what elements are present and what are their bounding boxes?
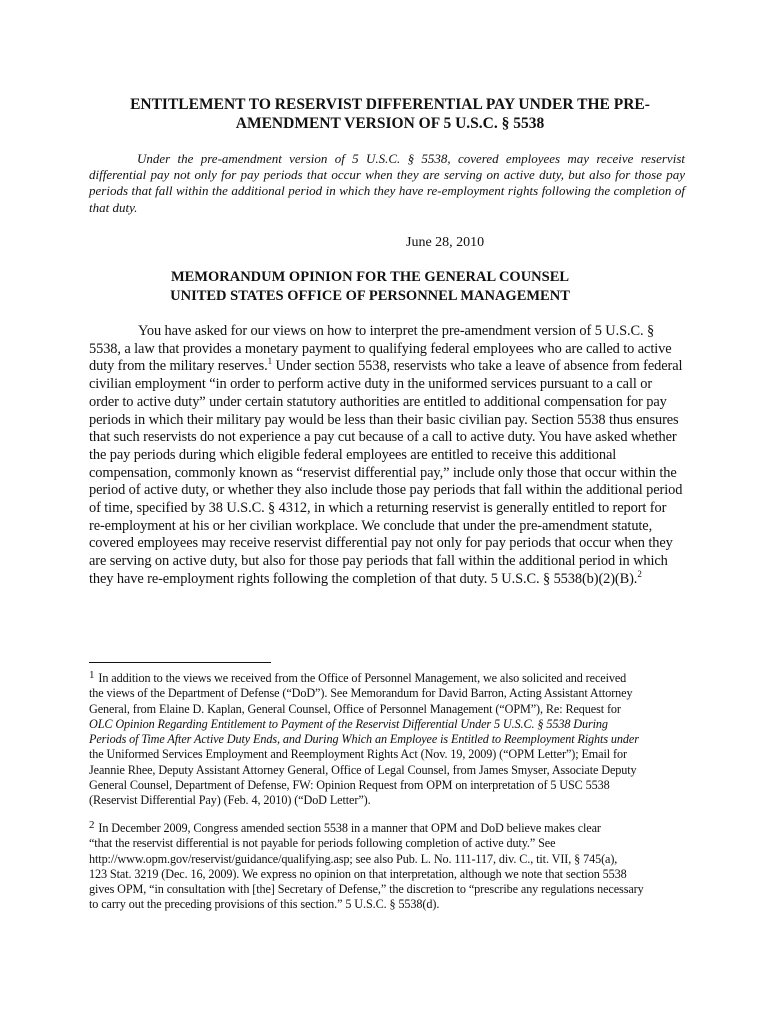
body-text-part-1: You have asked for our views on how to interpret the pre-amendment version of 5 U.S.C. § 5538, a law that provides a monetary payment to qualifying federal employees who are called to active duty from the military reserves. [89,323,672,375]
memo-heading-line-2: UNITED STATES OFFICE OF PERSONNEL MANAGEMENT [170,287,570,304]
footnote-1-line: 1 In addition to the views we received from the Office of Personnel Management, we also solicited and received [89,669,627,685]
body-paragraph [89,323,685,589]
footnote-1-line: (Reservist Differential Pay) (Feb. 4, 2010) (“DoD Letter”). [89,793,371,808]
footnote-1 [89,668,689,809]
footnote-1-line: General Counsel, Department of Defense, FW: Opinion Request from OPM on interpretation of 5 USC 5538 [89,778,610,793]
footnote-1-line: Jeannie Rhee, Deputy Assistant Attorney General, Office of Legal Counsel, from James Smyser, Associate Deputy [89,762,637,777]
title-line-2: AMENDMENT VERSION OF 5 U.S.C. § 5538 [235,115,545,132]
document-title [80,95,700,133]
footnote-2-line: 123 Stat. 3219 (Dec. 16, 2009). We express no opinion on that interpretation, although we note that section 5538 [89,866,627,881]
footnote-1-line: the Uniformed Services Employment and Reemployment Rights Act (Nov. 19, 2009) (“OPM Letter”); Email for [89,747,627,762]
footnote-1-line: General, from Elaine D. Kaplan, General Counsel, Office of Personnel Management (“OPM”), Re: Request for [89,701,621,716]
footnote-2-marker: 2 [89,819,95,831]
footnote-ref-2[interactable]: 2 [637,569,642,580]
footnote-2-line: http://www.opm.gov/reservist/guidance/qualifying.asp; see also Pub. L. No. 111-117, div. C., tit. VII, § 745(a), [89,851,618,866]
body-text-part-2: Under section 5538, reservists who take a leave of absence from federal civilian employment “in order to perform active duty in the uniformed services pursuant to a call or order to active duty” under certain statutory authorities are entitled to additional compensation for pay periods in which their military pay would be less than their basic civilian pay. Section 5538 thus ensures that such reservists do not experience a pay cut because of a call to active duty. You have asked whether the pay periods during which eligible federal employees are entitled to receive this additional compensation, commonly known as “reservist differential pay,” include only those that occur within the period of active duty, or whether they also include those pay periods that fall within the additional period of time, specified by 38 U.S.C. § 4312, in which a returning reservist is generally entitled to report for re-employment at his or her civilian workplace. We conclude that under the pre-amendment statute, covered employees may receive reservist differential pay not only for pay periods that occur when they are serving on active duty, but also for those pay periods that fall within the additional period in which they have re-employment rights following the completion of that duty. 5 U.S.C. § 5538(b)(2)(B). [89,358,683,587]
title-line-1: ENTITLEMENT TO RESERVIST DIFFERENTIAL PAY UNDER THE PRE- [130,96,650,113]
footnote-2-line: “that the reservist differential is not payable for periods following completion of active duty.” See [89,836,556,851]
footnote-1-line: OLC Opinion Regarding Entitlement to Payment of the Reservist Differential Under 5 U.S.C. § 5538 During [89,716,608,731]
footnote-2-line: gives OPM, “in consultation with [the] Secretary of Defense,” the discretion to “prescribe any regulations necessary [89,882,644,897]
footnote-2 [89,818,689,913]
footnote-2-line: 2 In December 2009, Congress amended section 5538 in a manner that OPM and DoD believe makes clear [89,819,601,835]
memo-heading [80,268,660,305]
footnote-ref-1[interactable]: 1 [267,356,273,367]
footnote-1-marker: 1 [89,669,95,681]
footnote-1-line: Periods of Time After Active Duty Ends, and During Which an Employee is Entitled to Reemployment Rights under [89,732,639,747]
headnote: Under the pre-amendment version of 5 U.S.C. § 5538, covered employees may receive reservist differential pay not only for pay periods that occur when they are serving on active duty, but also for those pay periods that fall within the additional period in which they have re-employment rights following the completion of that duty. [89,151,685,215]
footnote-2-line: to carry out the preceding provisions of this section.” 5 U.S.C. § 5538(d). [89,897,440,912]
memo-heading-line-1: MEMORANDUM OPINION FOR THE GENERAL COUNSEL [170,269,570,285]
document-date: June 28, 2010 [406,235,485,250]
footnote-1-line: the views of the Department of Defense (“DoD”). See Memorandum for David Barron, Acting Assistant Attorney [89,686,633,701]
footnote-divider [89,662,271,663]
